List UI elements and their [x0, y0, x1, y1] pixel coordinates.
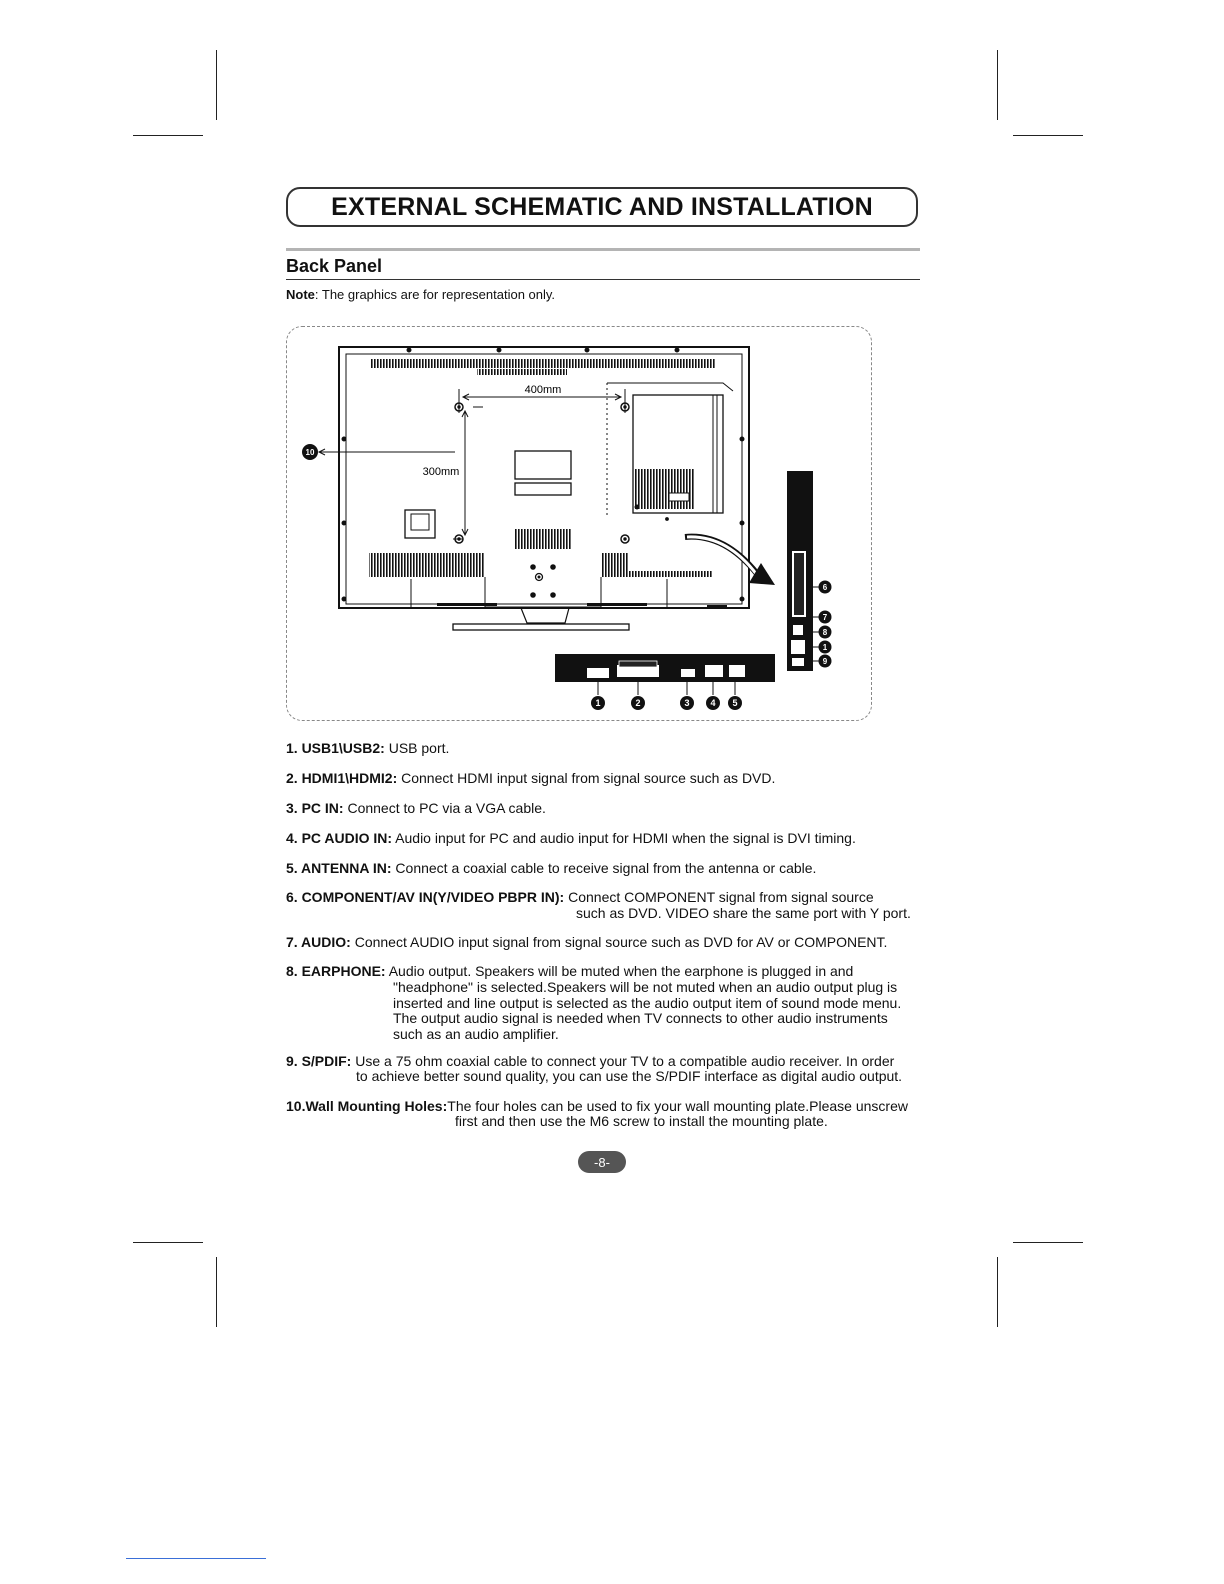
section-underline — [286, 279, 920, 280]
bottom-port-panel — [555, 654, 775, 695]
crop-mark — [1013, 135, 1083, 136]
dimension-400mm: 400mm — [524, 384, 562, 396]
item-label: 10.Wall Mounting Holes: — [286, 1098, 448, 1114]
item-5 — [286, 860, 816, 876]
item-label: 1. USB1\USB2: — [286, 740, 385, 756]
callout-6: 6 — [822, 583, 828, 592]
callout-5: 5 — [732, 698, 738, 708]
callout-9: 9 — [822, 657, 828, 666]
note-text: : The graphics are for representation only. — [314, 287, 556, 302]
item-label: 2. HDMI1\HDMI2: — [286, 770, 398, 786]
item-text: Audio input for PC and audio input for HDMI when the signal is DVI timing. — [392, 830, 856, 846]
item-text: Connect AUDIO input signal from signal source such as DVD for AV or COMPONENT. — [350, 934, 888, 950]
item-label: 3. PC IN: — [286, 800, 344, 816]
bottom-callouts — [591, 696, 742, 710]
crop-mark — [133, 1242, 203, 1243]
callout-2: 2 — [635, 698, 641, 708]
callout-7: 7 — [822, 613, 828, 622]
callout-4: 4 — [710, 698, 716, 708]
side-callouts — [819, 581, 832, 668]
crop-mark — [216, 50, 217, 120]
item-text: Connect a coaxial cable to receive signal from the antenna or cable. — [391, 860, 817, 876]
item-1 — [286, 740, 449, 756]
callout-10: 10 — [305, 448, 315, 457]
item-label: 7. AUDIO: — [286, 934, 351, 950]
back-panel-diagram — [287, 327, 871, 720]
item-8 — [286, 964, 853, 980]
dimension-300mm: 300mm — [422, 466, 460, 478]
back-panel-figure — [286, 326, 872, 721]
page-number: -8- — [578, 1151, 626, 1173]
item-label: 9. S/PDIF: — [286, 1053, 352, 1069]
item-10 — [286, 1098, 908, 1114]
item-text: USB port. — [384, 740, 450, 756]
item-9 — [286, 1053, 894, 1069]
page-title: EXTERNAL SCHEMATIC AND INSTALLATION — [331, 192, 873, 221]
item-label: 4. PC AUDIO IN: — [286, 830, 393, 846]
item-text: Audio output. Speakers will be muted when the earphone is plugged in and — [385, 963, 854, 979]
item-4 — [286, 830, 856, 846]
section-divider — [286, 248, 920, 251]
callout-8: 8 — [822, 628, 828, 637]
crop-mark — [216, 1257, 217, 1327]
item-text: Connect to PC via a VGA cable. — [343, 800, 546, 816]
item-6 — [286, 889, 874, 905]
footer-rule — [126, 1558, 266, 1559]
item-9-cont: to achieve better sound quality, you can use the S/PDIF interface as digital audio output. — [356, 1068, 903, 1084]
crop-mark — [133, 135, 203, 136]
item-3 — [286, 800, 546, 816]
item-label: 8. EARPHONE: — [286, 963, 386, 979]
section-title: Back Panel — [286, 256, 383, 276]
item-2 — [286, 770, 775, 786]
crop-mark — [1013, 1242, 1083, 1243]
callout-1: 1 — [595, 698, 601, 708]
note-label: Note — [286, 287, 315, 302]
item-10-cont: first and then use the M6 screw to install the mounting plate. — [455, 1113, 828, 1129]
note — [286, 287, 555, 302]
item-text: Use a 75 ohm coaxial cable to connect your TV to a compatible audio receiver. In order — [351, 1053, 895, 1069]
item-label: 5. ANTENNA IN: — [286, 860, 392, 876]
item-6-cont: such as DVD. VIDEO share the same port with Y port. — [576, 905, 911, 921]
item-text: Connect COMPONENT signal from signal source — [564, 889, 874, 905]
callout-3: 3 — [684, 698, 690, 708]
side-port-panel — [787, 471, 819, 671]
crop-mark — [997, 1257, 998, 1327]
item-text: The four holes can be used to fix your wall mounting plate.Please unscrew — [447, 1098, 908, 1114]
page-title-box — [286, 187, 918, 227]
item-text: Connect HDMI input signal from signal source such as DVD. — [397, 770, 776, 786]
item-8-cont: "headphone" is selected.Speakers will be not muted when an audio output plug is inserted and line output is selected as the audio output item of sound mode menu. The output audio signal is needed when TV connects to other audio instruments such as an audio amplifier. — [393, 979, 902, 1042]
crop-mark — [997, 50, 998, 120]
item-7 — [286, 934, 887, 950]
item-label: 6. COMPONENT/AV IN(Y/VIDEO PBPR IN): — [286, 889, 565, 905]
callout-1-side: 1 — [822, 643, 828, 652]
